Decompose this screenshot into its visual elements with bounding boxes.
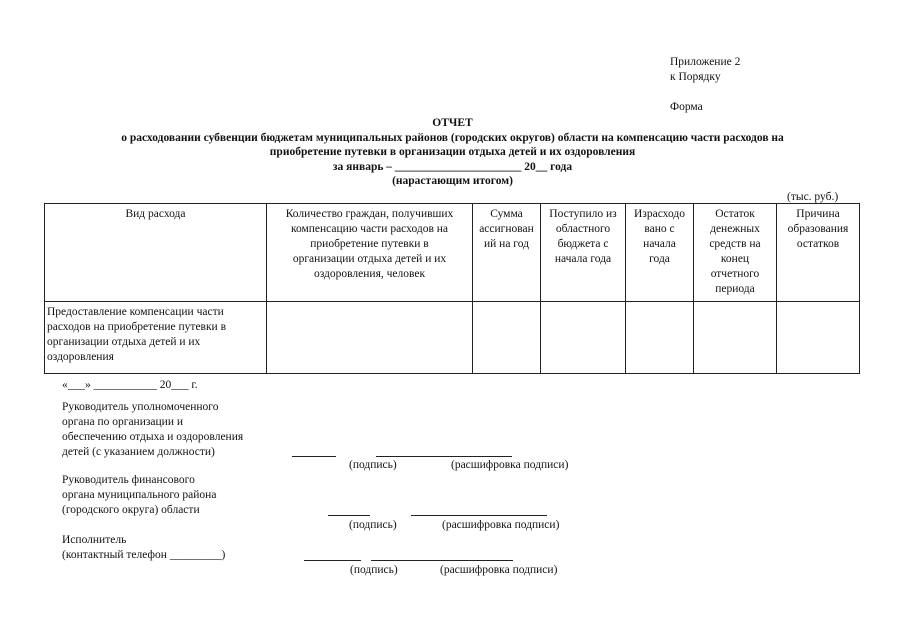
cell-annual-allocation[interactable] [473,302,541,374]
signature-line-1[interactable] [292,456,336,457]
signature-label-line: детей (с указанием должности) [62,446,215,458]
cell-expense-type: Предоставление компенсации части расходов на приобретение путевки в организации отдыха детей и их оздоровления [45,302,267,374]
signature-label-line: органа по организации и [62,416,184,428]
header-balance-reason: Причина образования остатков [777,204,860,302]
appendix-reference [670,55,740,115]
signature-label-executor [62,533,225,563]
signature-name-caption-1: (расшифровка подписи) [451,459,569,471]
signature-line-2[interactable] [328,515,370,516]
signature-caption-1: (подпись) [349,459,397,471]
signature-name-line-3[interactable] [371,560,513,561]
signature-name-caption-2: (расшифровка подписи) [442,519,560,531]
header-expense-type: Вид расхода [45,204,267,302]
signature-line-3[interactable] [304,560,361,561]
signature-label-line: Руководитель финансового [62,474,195,486]
table-header-row [45,204,860,302]
report-table [44,203,860,374]
signature-label-line: обеспечению отдыха и оздоровления [62,431,244,443]
signature-caption-3: (подпись) [350,564,398,576]
cell-received[interactable] [541,302,626,374]
appendix-number: Приложение 2 [670,56,741,68]
cell-citizens-count[interactable] [267,302,473,374]
signature-label-finance-body [62,473,216,518]
date-line: «___» ___________ 20___ г. [62,379,198,391]
signature-caption-2: (подпись) [349,519,397,531]
report-title-block [40,116,865,189]
signature-label-line: (контактный телефон _________) [62,549,226,561]
header-balance: Остаток денежных средств на конец отчетного периода [694,204,777,302]
appendix-procedure: к Порядку [670,71,721,83]
signature-label-line: Исполнитель [62,534,127,546]
report-subject-line-1: о расходовании субвенции бюджетам муниципальных районов (городских округов) области на компенсацию части расходов на [121,131,784,144]
units-label: (тыс. руб.) [787,191,839,203]
cell-spent[interactable] [626,302,694,374]
report-period: за январь – ______________________ 20__ года [332,160,573,173]
header-annual-allocation: Сумма ассигнован ий на год [473,204,541,302]
signature-name-line-2[interactable] [411,515,547,516]
signature-name-line-1[interactable] [376,456,512,457]
signature-label-line: Руководитель уполномоченного [62,401,219,413]
report-heading: ОТЧЕТ [432,117,473,129]
appendix-form-label: Форма [670,101,703,113]
signature-label-authorized-body [62,400,243,460]
header-received: Поступило из областного бюджета с начала года [541,204,626,302]
signature-label-line: органа муниципального района [62,489,217,501]
report-subject-line-2: приобретение путевки в организации отдыха детей и их оздоровления [269,146,636,158]
signature-name-caption-3: (расшифровка подписи) [440,564,558,576]
table-row [45,302,860,374]
cell-balance[interactable] [694,302,777,374]
report-cumulative-note: (нарастающим итогом) [392,175,513,187]
header-citizens-count: Количество граждан, получивших компенсацию части расходов на приобретение путевки в организации отдыха детей и их оздоровления, человек [267,204,473,302]
cell-balance-reason[interactable] [777,302,860,374]
signature-label-line: (городского округа) области [62,504,200,516]
header-spent: Израсходо вано с начала года [626,204,694,302]
